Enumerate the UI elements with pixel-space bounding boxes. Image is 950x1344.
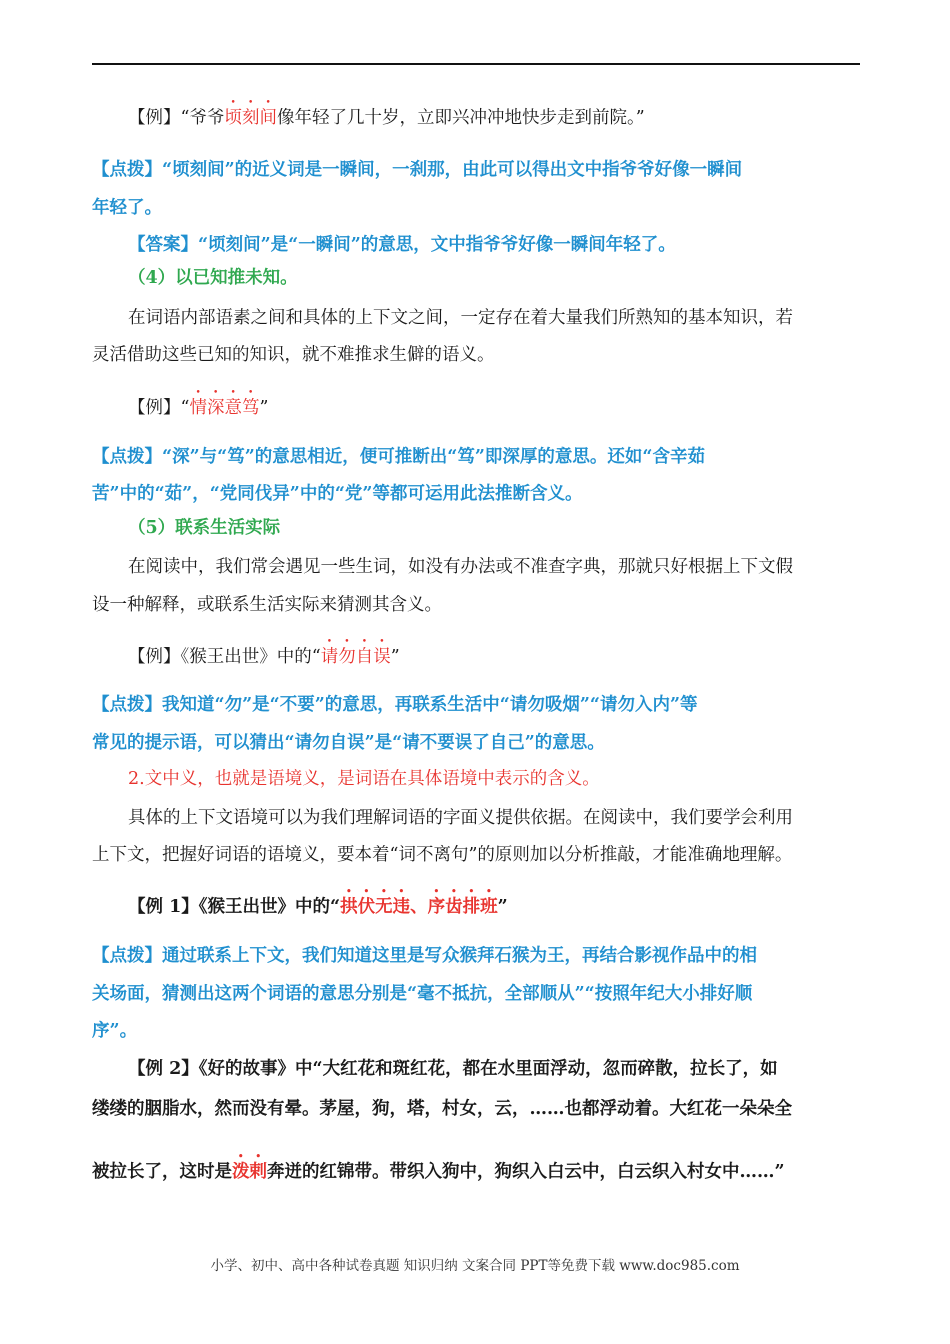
hint-line: 【点拨】“顷刻间”的近义词是一瞬间，一刹那，由此可以得出文中指爷爷好像一瞬间 xyxy=(92,160,743,180)
hint-line: 序”。 xyxy=(92,1021,138,1041)
example-line: 【例 2】《好的故事》中“大红花和斑红花，都在水里面浮动，忽而碎散，拉长了，如 xyxy=(128,1059,778,1079)
hint-line: 年轻了。 xyxy=(92,198,162,218)
section-heading: （5）联系生活实际 xyxy=(128,518,281,538)
example-line: 【例】“情深意笃” xyxy=(128,398,269,418)
example-line: 被拉长了，这时是泼剌奔迸的红锦带。带织入狗中，狗织入白云中，白云织入村女中……” xyxy=(92,1162,785,1182)
emphasized-word: 拱伏无违、序齿排班 xyxy=(340,897,498,917)
hint-line: 苦”中的“茹”，“党同伐异”中的“党”等都可运用此法推断含义。 xyxy=(92,484,583,504)
paragraph-line: 灵活借助这些已知的知识，就不难推求生僻的语义。 xyxy=(92,345,495,365)
emphasized-word: 情深意笃 xyxy=(189,398,260,418)
example-line: 缕缕的胭脂水，然而没有晕。茅屋，狗，塔，村女，云，……也都浮动着。大红花一朵朵全 xyxy=(92,1099,792,1119)
example-line: 【例】《猴王出世》中的“请勿自误” xyxy=(128,647,400,667)
emphasized-word: 顷刻间 xyxy=(224,108,277,128)
section-heading: 2.文中义，也就是语境义，是词语在具体语境中表示的含义。 xyxy=(128,769,600,789)
example-label: 【例】“爷爷 xyxy=(128,108,225,128)
paragraph-line: 在词语内部语素之间和具体的上下文之间，一定存在着大量我们所熟知的基本知识，若 xyxy=(128,308,793,328)
header-rule xyxy=(92,63,860,65)
answer-line: 【答案】“顷刻间”是“一瞬间”的意思，文中指爷爷好像一瞬间年轻了。 xyxy=(128,235,676,255)
example-line: 【例】“爷爷顷刻间像年轻了几十岁，立即兴冲冲地快步走到前院。” xyxy=(128,108,645,128)
section-heading: （4）以已知推未知。 xyxy=(128,268,298,288)
paragraph-line: 具体的上下文语境可以为我们理解词语的字面义提供依据。在阅读中，我们要学会利用 xyxy=(128,808,793,828)
emphasized-word: 泼剌 xyxy=(232,1162,267,1182)
paragraph-line: 在阅读中，我们常会遇见一些生词，如没有办法或不准查字典，那就只好根据上下文假 xyxy=(128,557,793,577)
hint-line: 关场面，猜测出这两个词语的意思分别是“毫不抵抗，全部顺从”“按照年纪大小排好顺 xyxy=(92,984,753,1004)
hint-line: 【点拨】我知道“勿”是“不要”的意思，再联系生活中“请勿吸烟”“请勿入内”等 xyxy=(92,695,698,715)
hint-line: 【点拨】“深”与“笃”的意思相近，便可推断出“笃”即深厚的意思。还如“含辛茹 xyxy=(92,447,705,467)
hint-line: 【点拨】通过联系上下文，我们知道这里是写众猴拜石猴为王，再结合影视作品中的相 xyxy=(92,946,757,966)
page-footer: 小学、初中、高中各种试卷真题 知识归纳 文案合同 PPT等免费下载 www.doc985.com xyxy=(210,1258,740,1274)
example-line: 【例 1】《猴王出世》中的“拱伏无违、序齿排班” xyxy=(128,897,508,917)
emphasized-word: 请勿自误 xyxy=(320,647,391,667)
paragraph-line: 上下文，把握好词语的语境义，要本着“词不离句”的原则加以分析推敲，才能准确地理解。 xyxy=(92,845,793,865)
hint-line: 常见的提示语，可以猜出“请勿自误”是“请不要误了自己”的意思。 xyxy=(92,733,605,753)
paragraph-line: 设一种解释，或联系生活实际来猜测其含义。 xyxy=(92,595,442,615)
